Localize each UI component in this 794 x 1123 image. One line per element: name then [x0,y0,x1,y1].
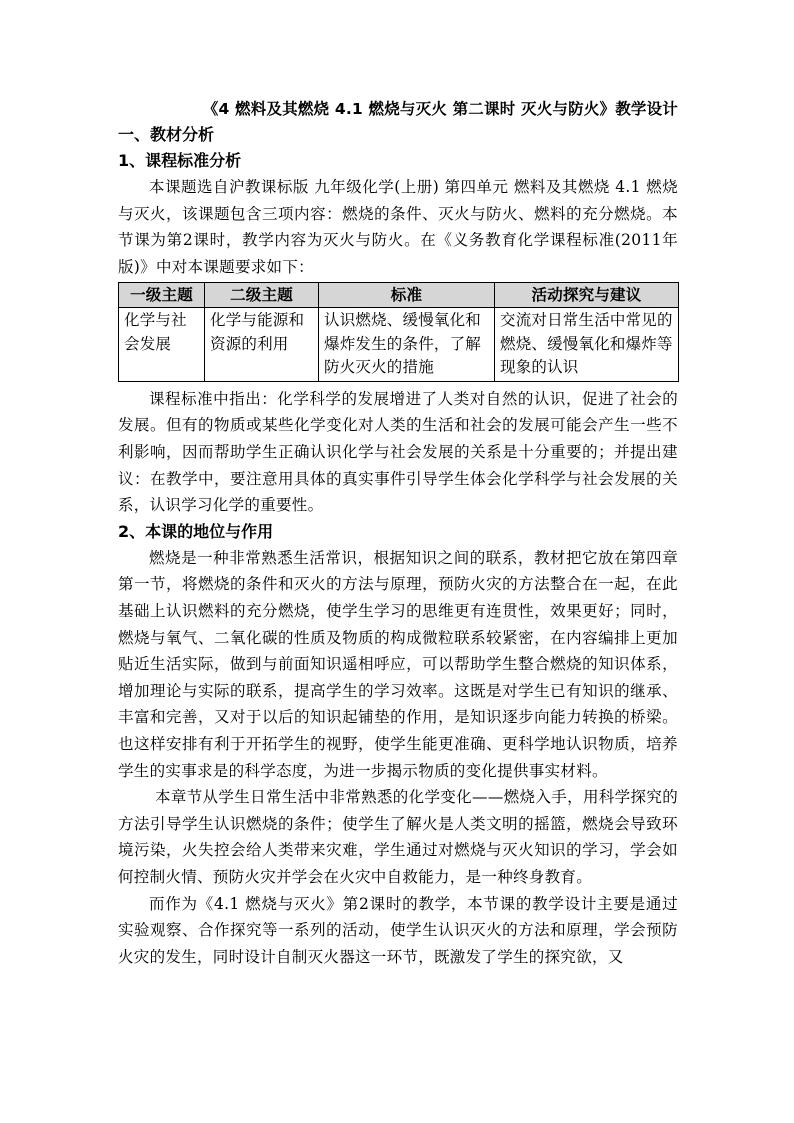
table-cell: 交流对日常生活中常见的燃烧、缓慢氧化和爆炸等现象的认识 [495,308,679,382]
table-cell: 化学与社会发展 [119,308,205,382]
body-paragraph: 燃烧是一种非常熟悉生活常识，根据知识之间的联系，教材把它放在第四章第一节，将燃烧的条件和灭火的方法与原理，预防火灾的方法整合在一起，在此基础上认识燃料的充分燃烧，使学生学习的思维更有连贯性，效果更好；同时，燃烧与氧气、二氧化碳的性质及物质的构成微粒联系较紧密，在内容编排上更加贴近生活实际，做到与前面知识遥相呼应，可以帮助学生整合燃烧的知识体系，增加理论与实际的联系，提高学生的学习效率。这既是对学生已有知识的继承、丰富和完善，又对于以后的知识起铺垫的作用，是知识逐步向能力转换的桥梁。也这样安排有利于开拓学生的视野，使学生能更准确、更科学地认识物质，培养学生的实事求是的科学态度，为进一步揭示物质的变化提供事实材料。 [118,548,678,780]
curriculum-standard-table [118,282,679,382]
table-header-cell: 二级主题 [205,283,319,308]
curriculum-standard-note-paragraph: 课程标准中指出：化学科学的发展增进了人类对自然的认识，促进了社会的发展。但有的物质或某些化学变化对人类的生活和社会的发展可能会产生一些不利影响，因而帮助学生正确认识化学与社会发展的关系是十分重要的；并提出建议：在教学中，要注意用具体的真实事件引导学生体会化学科学与社会发展的关系，认识学习化学的重要性。 [118,389,678,515]
table-header-cell: 活动探究与建议 [495,283,679,308]
table-header-cell: 一级主题 [119,283,205,308]
table-cell: 化学与能源和资源的利用 [205,308,319,382]
curriculum-intro-paragraph: 本课题选自沪教课标版 九年级化学(上册) 第四单元 燃料及其燃烧 4.1 燃烧与灭火，该课题包含三项内容：燃烧的条件、灭火与防火、燃料的充分燃烧。本节课为第2课时，教学内容为灭火与防火。在《义务教育化学课程标准(2011年版)》中对本课题要求如下： [118,178,678,276]
document-page [118,96,678,970]
section-heading-textbook-analysis: 一、教材分析 [118,125,215,144]
subsection-heading-lesson-role: 2、本课的地位与作用 [118,521,274,541]
body-paragraph: 本章节从学生日常生活中非常熟悉的化学变化——燃烧入手，用科学探究的方法引导学生认识燃烧的条件；使学生了解火是人类文明的摇篮，燃烧会导致环境污染，火失控会给人类带来灾难，学生通过对燃烧与灭火知识的学习，学会如何控制火情、预防火灾并学会在火灾中自救能力，是一种终身教育。 [118,788,678,886]
table-header-row [119,283,679,308]
document-title: 《4 燃料及其燃烧 4.1 燃烧与灭火 第二课时 灭火与防火》教学设计 [202,100,678,118]
table-header-cell: 标准 [319,283,495,308]
subsection-heading-curriculum-standard: 1、课程标准分析 [118,151,242,170]
table-cell: 认识燃烧、缓慢氧化和爆炸发生的条件，了解防火灭火的措施 [319,308,495,382]
table-row [119,308,679,382]
body-paragraph: 而作为《4.1 燃烧与灭火》第2课时的教学，本节课的教学设计主要是通过实验观察、合作探究等一系列的活动，使学生认识灭火的方法和原理，学会预防火灾的发生，同时设计自制灭火器这一环节，既激发了学生的探究欲，又 [118,894,678,966]
